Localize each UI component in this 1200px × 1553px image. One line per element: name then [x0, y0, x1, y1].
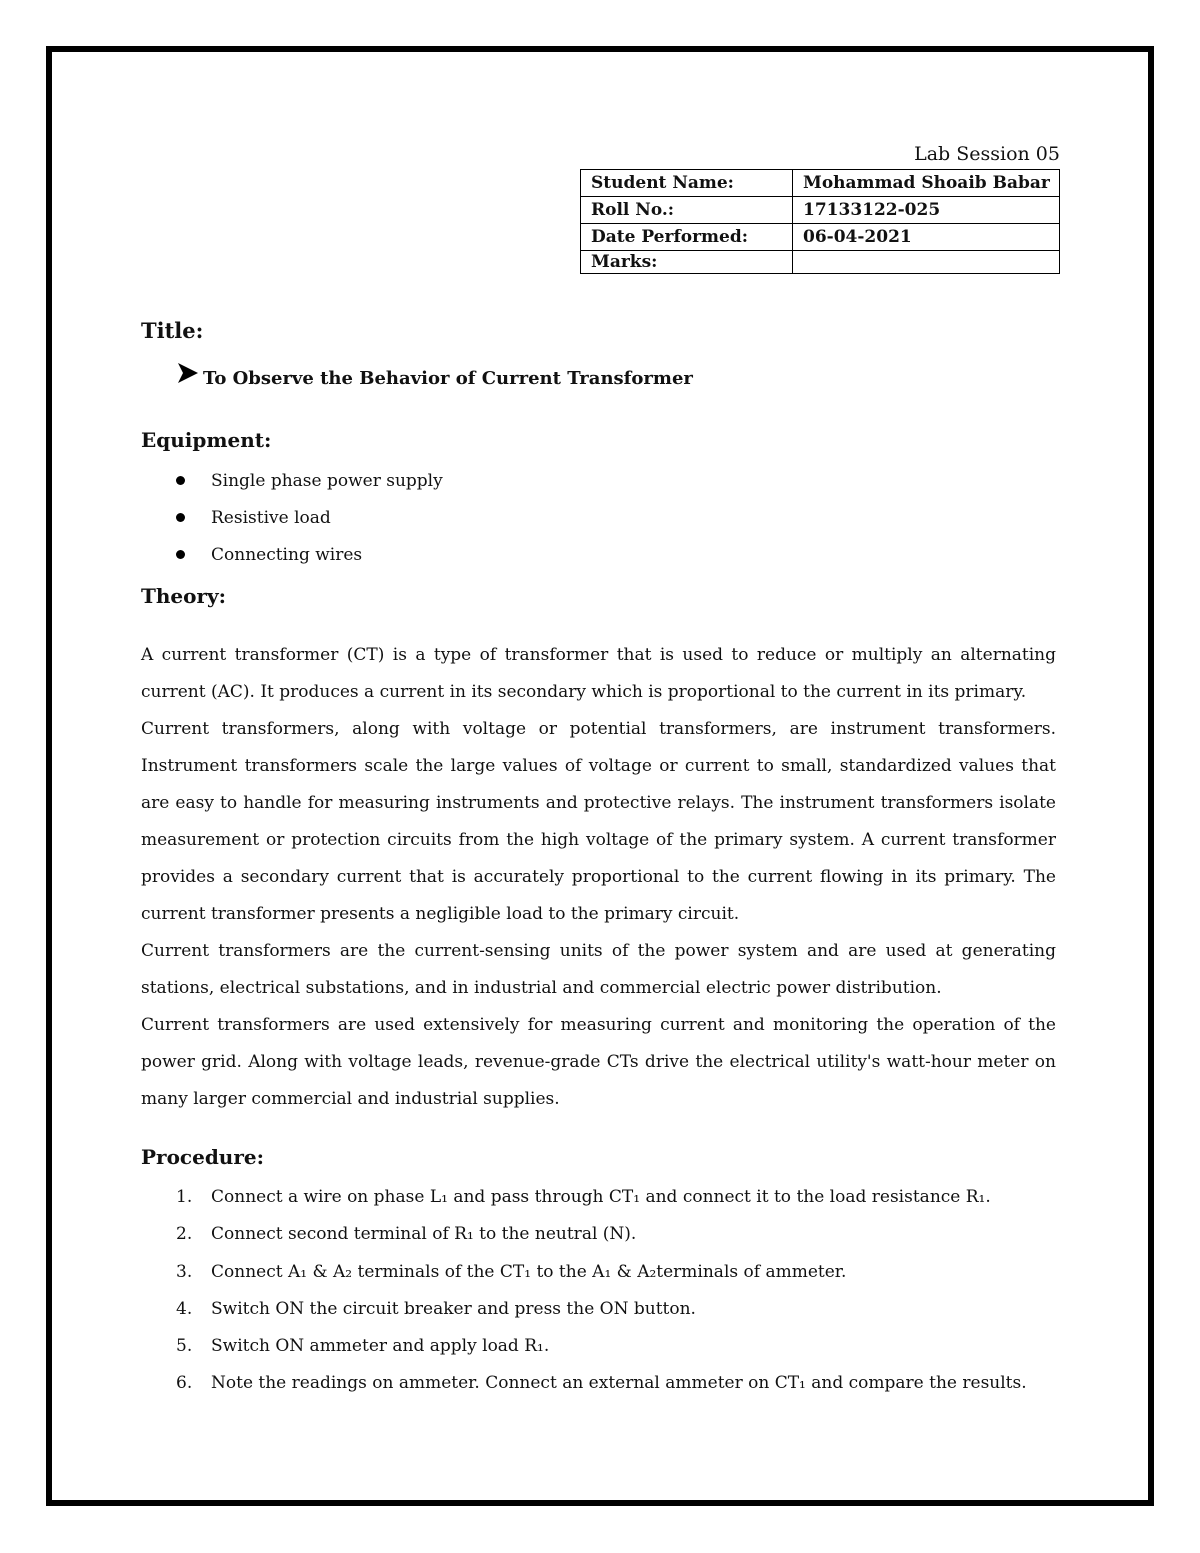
marks-value — [793, 251, 1060, 274]
step-number: 6. — [176, 1373, 193, 1394]
title-item — [177, 362, 693, 389]
lab-session-label: Lab Session 05 — [914, 143, 1060, 165]
step-text: Switch ON the circuit breaker and press the ON button. — [211, 1298, 696, 1319]
list-item — [170, 1296, 1027, 1333]
step-text: Connect a wire on phase L₁ and pass through CT₁ and connect it to the load resistance R₁. — [211, 1187, 991, 1207]
arrow-bullet-icon — [177, 362, 203, 389]
list-item — [170, 1333, 1027, 1370]
roll-no-label: Roll No.: — [581, 197, 793, 224]
step-text: Switch ON ammeter and apply load R₁. — [211, 1336, 550, 1357]
equipment-item-text: Connecting wires — [211, 545, 363, 565]
theory-paragraph: Current transformers are used extensively for measuring current and monitoring the operation of the power grid. Along with voltage leads, revenue-grade CTs drive the electrical utility's watt-hour meter on many larger commercial and industrial supplies. — [141, 1015, 1056, 1109]
step-number: 1. — [176, 1187, 193, 1207]
list-item — [170, 1221, 1027, 1258]
marks-label: Marks: — [581, 251, 793, 274]
table-row — [581, 251, 1060, 274]
step-number: 5. — [176, 1336, 193, 1357]
list-item — [170, 505, 443, 542]
title-text: To Observe the Behavior of Current Transformer — [203, 368, 693, 389]
title-heading: Title: — [141, 318, 204, 343]
equipment-item-text: Resistive load — [211, 508, 331, 528]
bullet-icon — [176, 476, 185, 485]
table-row — [581, 197, 1060, 224]
table-row — [581, 170, 1060, 197]
bullet-icon — [176, 513, 185, 522]
theory-heading: Theory: — [141, 584, 227, 608]
procedure-list — [170, 1184, 1027, 1408]
date-performed-value: 06-04-2021 — [793, 224, 1060, 251]
student-name-value: Mohammad Shoaib Babar — [793, 170, 1060, 197]
step-text: Connect second terminal of R₁ to the neutral (N). — [211, 1224, 637, 1245]
list-item — [170, 1184, 1027, 1221]
step-number: 4. — [176, 1298, 193, 1319]
equipment-item-text: Single phase power supply — [211, 471, 443, 491]
equipment-heading: Equipment: — [141, 428, 272, 452]
procedure-heading: Procedure: — [141, 1145, 264, 1169]
list-item — [170, 468, 443, 505]
equipment-list — [170, 468, 443, 579]
list-item — [170, 542, 443, 579]
step-number: 3. — [176, 1261, 193, 1282]
student-name-label: Student Name: — [581, 170, 793, 197]
bullet-icon — [176, 550, 185, 559]
theory-paragraph: Current transformers are the current-sensing units of the power system and are used at generating stations, electrical substations, and in industrial and commercial electric power distribution. — [141, 941, 1056, 998]
roll-no-value: 17133122-025 — [793, 197, 1060, 224]
list-item — [170, 1370, 1027, 1407]
theory-paragraph: A current transformer (CT) is a type of transformer that is used to reduce or multiply an alternating current (AC). It produces a current in its secondary which is proportional to the current in its primary. — [141, 645, 1056, 702]
student-info-table — [580, 169, 1060, 274]
step-text: Connect A₁ & A₂ terminals of the CT₁ to the A₁ & A₂terminals of ammeter. — [211, 1261, 847, 1282]
table-row — [581, 224, 1060, 251]
theory-paragraph: Current transformers, along with voltage or potential transformers, are instrument transformers. Instrument transformers scale the large values of voltage or current to small, standardized values that are easy to handle for measuring instruments and protective relays. The instrument transformers isolate measurement or protection circuits from the high voltage of the primary system. A current transformer provides a secondary current that is accurately proportional to the current flowing in its primary. The current transformer presents a negligible load to the primary circuit. — [141, 719, 1056, 924]
date-performed-label: Date Performed: — [581, 224, 793, 251]
list-item — [170, 1259, 1027, 1296]
theory-body — [141, 637, 1056, 1118]
step-text: Note the readings on ammeter. Connect an external ammeter on CT₁ and compare the results. — [211, 1373, 1027, 1394]
step-number: 2. — [176, 1224, 193, 1245]
